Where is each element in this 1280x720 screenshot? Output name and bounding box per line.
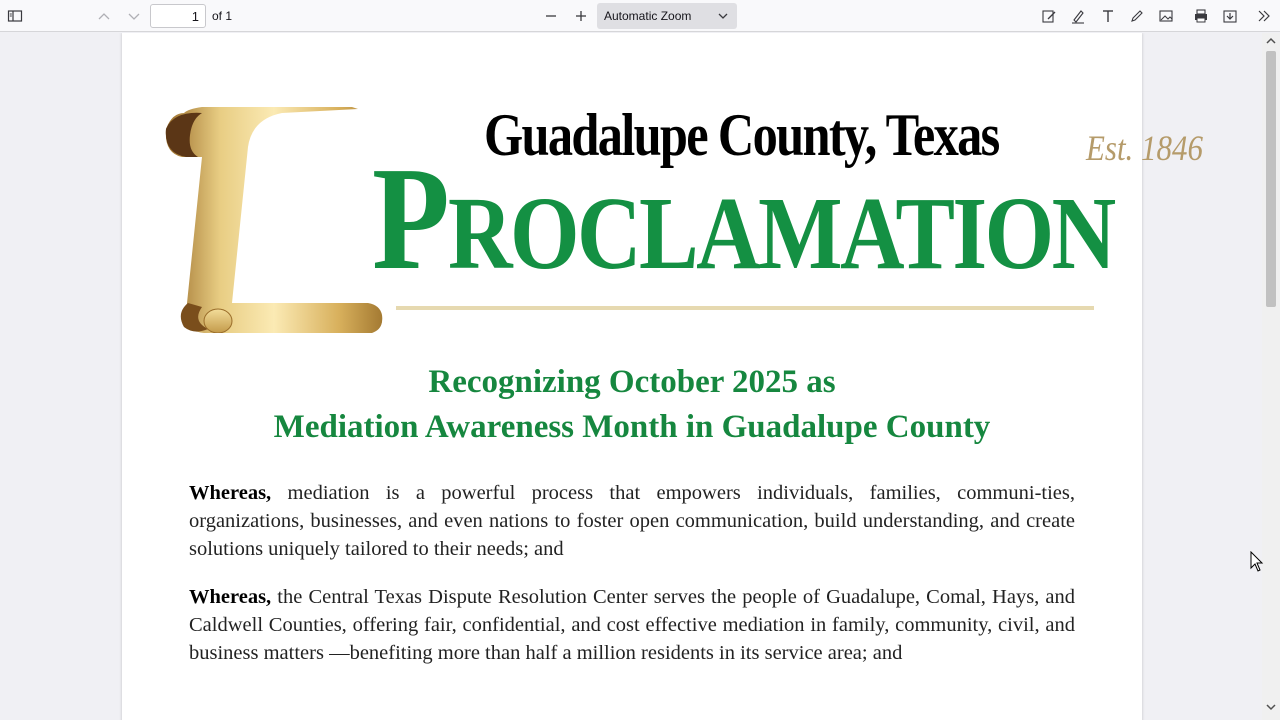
zoom-in-icon[interactable] xyxy=(569,4,593,28)
paragraph-lead: Whereas, xyxy=(189,586,272,608)
paragraph-text: mediation is a powerful process that empowers individuals, families, communi-ties, organizations, businesses, and even nations to foster open communication, build understanding, and create solutions uniquely tailored to their needs; and xyxy=(189,482,1075,560)
paragraph-text: the Central Texas Dispute Resolution Center serves the people of Guadalupe, Comal, Hays, and Caldwell Counties, offering fair, confidential, and cost effective mediation in family, community, civil, and business matters —benefiting more than half a million residents in its service area; and xyxy=(189,586,1075,664)
scroll-up-icon[interactable] xyxy=(1266,36,1276,46)
county-name: Guadalupe County, Texas xyxy=(484,102,999,168)
zoom-select-value: Automatic Zoom xyxy=(604,9,692,23)
print-icon[interactable] xyxy=(1189,4,1213,28)
scroll-down-icon[interactable] xyxy=(1266,702,1276,712)
scrollbar-thumb[interactable] xyxy=(1266,51,1276,307)
chevron-down-icon xyxy=(717,10,729,22)
page-count-label: of 1 xyxy=(212,9,233,23)
edit-pdf-icon[interactable] xyxy=(1037,4,1061,28)
text-icon[interactable] xyxy=(1096,4,1120,28)
zoom-out-icon[interactable] xyxy=(539,4,563,28)
save-icon[interactable] xyxy=(1218,4,1242,28)
title-divider xyxy=(396,306,1094,310)
title-rest: ROCLAMATION xyxy=(448,176,1114,291)
title-initial: P xyxy=(372,137,449,301)
scroll-logo xyxy=(162,107,384,333)
previous-page-icon[interactable] xyxy=(92,4,116,28)
page-number-input[interactable] xyxy=(150,4,206,28)
highlight-icon[interactable] xyxy=(1066,4,1090,28)
next-page-icon[interactable] xyxy=(122,4,146,28)
pdf-page xyxy=(122,33,1203,720)
document-viewer[interactable] xyxy=(0,33,1262,720)
image-icon[interactable] xyxy=(1154,4,1178,28)
sidebar-toggle-icon[interactable] xyxy=(3,4,27,28)
paragraph-lead: Whereas, xyxy=(189,482,272,504)
whereas-paragraph xyxy=(189,583,1075,667)
more-tools-icon[interactable] xyxy=(1252,4,1276,28)
mouse-cursor-icon xyxy=(1250,551,1264,573)
proclamation-title xyxy=(372,134,1234,301)
vertical-scrollbar[interactable] xyxy=(1262,33,1280,720)
draw-icon[interactable] xyxy=(1125,4,1149,28)
established-year: Est. 1846 xyxy=(1086,128,1203,168)
pdf-toolbar xyxy=(0,0,1280,32)
whereas-paragraph xyxy=(189,479,1075,563)
heading-line-1: Recognizing October 2025 as xyxy=(428,364,836,400)
zoom-select[interactable] xyxy=(597,3,737,29)
heading-line-2: Mediation Awareness Month in Guadalupe County xyxy=(273,409,991,445)
